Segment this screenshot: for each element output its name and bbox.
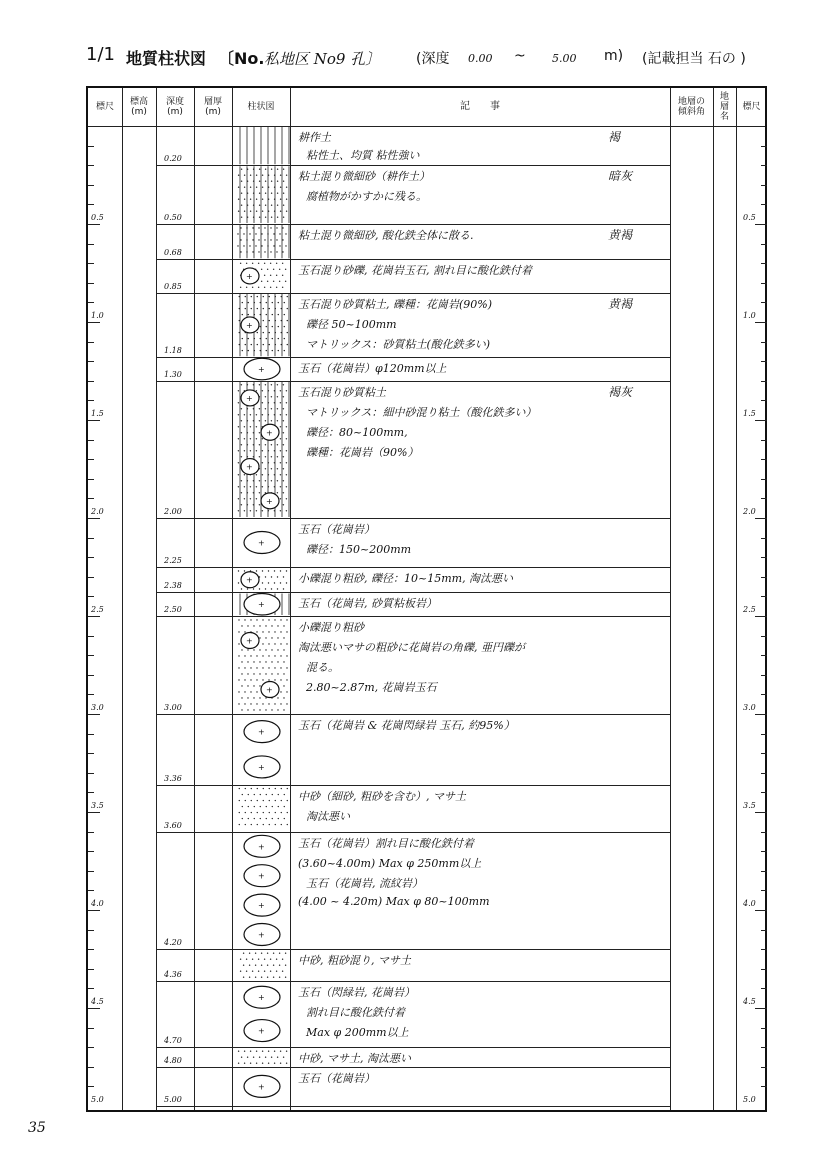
scale-tick bbox=[761, 361, 767, 362]
layer-depth: 1.18 bbox=[164, 346, 182, 356]
layer-description: 玉石（閃緑岩, 花崗岩） bbox=[298, 985, 415, 999]
layer-description: 礫径：150~200mm bbox=[306, 543, 412, 556]
layer-depth: 0.68 bbox=[164, 248, 182, 258]
scale-tick bbox=[761, 283, 767, 284]
layer-depth: 4.36 bbox=[164, 969, 182, 979]
layer-symbol bbox=[238, 619, 287, 710]
scale-tick bbox=[88, 459, 94, 460]
column-divider bbox=[194, 88, 195, 1110]
scale-tick bbox=[88, 400, 94, 401]
layer-depth: 4.80 bbox=[164, 1055, 182, 1065]
scale-tick bbox=[761, 244, 767, 245]
scale-tick bbox=[755, 518, 767, 519]
scale-tick bbox=[761, 538, 767, 539]
layer-symbol bbox=[244, 721, 280, 778]
layer-description: 中砂（細砂, 粗砂を含む）, マサ土 bbox=[298, 789, 466, 803]
scale-tick bbox=[761, 675, 767, 676]
layer-description: 粘土混り微細砂（耕作土） bbox=[298, 170, 430, 184]
scale-tick bbox=[88, 832, 94, 833]
header-column: 柱状図 bbox=[247, 102, 275, 112]
scale-tick bbox=[88, 283, 94, 284]
scale-label: 3.5 bbox=[91, 801, 104, 810]
svg-text:+: + bbox=[258, 727, 265, 737]
scale-tick bbox=[88, 538, 94, 539]
page-title: 地質柱状図 bbox=[126, 49, 207, 68]
scale-label: 1.5 bbox=[743, 409, 756, 418]
scale-label: 0.5 bbox=[743, 213, 756, 222]
svg-text:+: + bbox=[258, 901, 265, 911]
scale-tick bbox=[88, 871, 94, 872]
header-dip: 地層の 傾斜角 bbox=[677, 97, 705, 117]
scale-tick bbox=[761, 890, 767, 891]
scale-tick bbox=[88, 244, 94, 245]
title-bar bbox=[86, 44, 786, 74]
layer-symbol bbox=[240, 263, 286, 288]
layer-description: 粘性土、均質 粘性強い bbox=[306, 148, 420, 162]
svg-text:+: + bbox=[246, 393, 253, 403]
svg-text:+: + bbox=[258, 842, 265, 852]
layer-description: 礫径：80~100mm, bbox=[306, 425, 408, 439]
scale-tick bbox=[761, 263, 767, 264]
scale-tick bbox=[761, 694, 767, 695]
svg-text:+: + bbox=[258, 993, 265, 1003]
scale-tick bbox=[88, 1067, 94, 1068]
scale-tick bbox=[761, 1047, 767, 1048]
scale-tick bbox=[88, 479, 94, 480]
layer-description: 玉石（花崗岩） bbox=[298, 523, 375, 536]
scale-tick bbox=[761, 832, 767, 833]
scale-tick bbox=[761, 1028, 767, 1029]
scale-tick bbox=[88, 557, 94, 558]
scale-tick bbox=[761, 342, 767, 343]
scale-tick bbox=[88, 753, 94, 754]
layer-description: 玉石（花崗岩 & 花崗閃緑岩 玉石, 約95%） bbox=[298, 719, 515, 732]
scale-tick bbox=[88, 518, 100, 519]
scale-tick bbox=[88, 204, 94, 205]
scale-tick bbox=[761, 440, 767, 441]
layer-color: 黄褐 bbox=[608, 296, 633, 311]
layer-symbol bbox=[238, 382, 289, 517]
column-divider bbox=[122, 88, 123, 1110]
scale-tick bbox=[761, 753, 767, 754]
layer-color: 褐灰 bbox=[608, 384, 633, 399]
layer-description: 粘土混り微細砂, 酸化鉄全体に散る. bbox=[298, 229, 474, 242]
scale-tick bbox=[761, 557, 767, 558]
layer-depth: 3.60 bbox=[164, 820, 182, 830]
scale-tick bbox=[88, 381, 94, 382]
scale-label: 4.0 bbox=[91, 899, 104, 908]
column-divider bbox=[156, 88, 157, 1110]
scale-label: 2.5 bbox=[91, 605, 104, 614]
scale-label: 1.0 bbox=[91, 311, 104, 320]
layer-symbol bbox=[240, 953, 286, 978]
depth-unit: m) bbox=[604, 48, 624, 64]
scale-tick bbox=[761, 851, 767, 852]
scale-label: 5.0 bbox=[91, 1095, 104, 1104]
scale-tick bbox=[88, 616, 100, 617]
layer-description: Max φ 200mm以上 bbox=[306, 1025, 409, 1039]
layer-color: 黄褐 bbox=[608, 228, 633, 242]
svg-text:+: + bbox=[246, 575, 253, 585]
layer-depth: 2.25 bbox=[164, 556, 182, 565]
svg-text:+: + bbox=[246, 320, 253, 330]
recorder: (記載担当 石の ) bbox=[642, 51, 746, 67]
layer-description: 玉石混り砂質粘土 bbox=[298, 385, 386, 399]
depth-to: 5.00 bbox=[552, 52, 577, 65]
layer-depth: 4.70 bbox=[164, 1036, 182, 1046]
scale-tick bbox=[88, 185, 94, 186]
layer-symbol bbox=[244, 532, 280, 554]
column-divider bbox=[670, 88, 671, 1110]
scale-tick bbox=[761, 596, 767, 597]
layer-description: (3.60~4.00m) Max φ 250mm以上 bbox=[298, 856, 482, 870]
layer-description: 腐植物がかすかに残る。 bbox=[306, 190, 427, 204]
layer-depth: 2.38 bbox=[164, 581, 182, 591]
scale-tick bbox=[761, 969, 767, 970]
svg-text:+: + bbox=[258, 762, 265, 772]
scale-tick bbox=[88, 1086, 94, 1087]
layer-description: 玉石（花崗岩） bbox=[298, 1071, 375, 1085]
column-divider bbox=[290, 88, 291, 1110]
layer-description: 礫種：花崗岩（90%） bbox=[306, 445, 419, 459]
layer-description: 玉石（花崗岩）φ120mm以上 bbox=[298, 362, 447, 376]
layer-symbol bbox=[237, 225, 289, 258]
scale-tick bbox=[761, 636, 767, 637]
boring-log-sheet bbox=[86, 86, 767, 1112]
scale-tick bbox=[88, 969, 94, 970]
page-fraction: 1/1 bbox=[86, 44, 115, 65]
scale-label: 4.0 bbox=[743, 899, 756, 908]
svg-text:+: + bbox=[266, 428, 273, 438]
header-depth: 深度 (m) bbox=[165, 97, 184, 117]
layer-symbol bbox=[238, 570, 287, 589]
header-stratum: 地 層 名 bbox=[719, 92, 729, 122]
scale-tick bbox=[88, 675, 94, 676]
layer-symbol bbox=[239, 294, 289, 357]
scale-tick bbox=[88, 734, 94, 735]
scale-tick bbox=[755, 616, 767, 617]
svg-text:+: + bbox=[258, 1026, 265, 1036]
layer-color: 褐 bbox=[608, 130, 621, 144]
scale-tick bbox=[761, 1086, 767, 1087]
layer-description: 玉石混り砂礫, 花崗岩玉石, 割れ目に酸化鉄付着 bbox=[298, 264, 532, 278]
scale-tick bbox=[761, 302, 767, 303]
scale-tick bbox=[761, 792, 767, 793]
layer-depth: 5.00 bbox=[164, 1095, 182, 1104]
scale-tick bbox=[88, 342, 94, 343]
scale-label: 4.5 bbox=[743, 997, 756, 1006]
scale-tick bbox=[88, 498, 94, 499]
scale-label: 0.5 bbox=[91, 213, 104, 222]
column-divider bbox=[713, 88, 714, 1110]
layer-description: 2.80~2.87m, 花崗岩玉石 bbox=[306, 681, 437, 694]
scale-label: 4.5 bbox=[91, 997, 104, 1006]
scale-tick bbox=[88, 636, 94, 637]
svg-text:+: + bbox=[266, 496, 273, 506]
scale-tick bbox=[88, 812, 100, 813]
no-label: 〔No. bbox=[218, 49, 265, 68]
layer-symbol bbox=[244, 835, 280, 945]
layer-description: 割れ目に酸化鉄付着 bbox=[306, 1005, 405, 1019]
layer-description: 中砂, 粗砂混り, マサ土 bbox=[298, 954, 411, 968]
scale-tick bbox=[88, 910, 100, 911]
page-number: 35 bbox=[28, 1120, 46, 1136]
layer-symbol bbox=[240, 593, 289, 615]
scale-tick bbox=[88, 890, 94, 891]
column-divider bbox=[232, 88, 233, 1110]
scale-tick bbox=[88, 596, 94, 597]
svg-text:+: + bbox=[258, 1082, 265, 1092]
scale-tick bbox=[88, 302, 94, 303]
layer-description: (4.00 ~ 4.20m) Max φ 80~100mm bbox=[298, 894, 490, 908]
scale-label: 5.0 bbox=[743, 1095, 756, 1104]
svg-text:+: + bbox=[258, 600, 265, 610]
scale-label: 1.0 bbox=[743, 311, 756, 320]
layer-description: マトリックス：砂質粘土(酸化鉄多い) bbox=[306, 337, 491, 351]
scale-tick bbox=[761, 1067, 767, 1068]
scale-label: 1.5 bbox=[91, 409, 104, 418]
scale-tick bbox=[88, 773, 94, 774]
scale-tick bbox=[88, 263, 94, 264]
scale-tick bbox=[761, 185, 767, 186]
scale-tick bbox=[755, 812, 767, 813]
scale-tick bbox=[88, 930, 94, 931]
scale-label: 2.5 bbox=[743, 605, 756, 614]
header-thickness: 層厚 (m) bbox=[203, 97, 222, 117]
scale-tick bbox=[88, 694, 94, 695]
scale-tick bbox=[88, 420, 100, 421]
scale-tick bbox=[88, 655, 94, 656]
scale-tick bbox=[761, 655, 767, 656]
scale-tick bbox=[755, 322, 767, 323]
svg-text:+: + bbox=[266, 685, 273, 695]
layer-description: 玉石（花崗岩, 砂質粘板岩） bbox=[298, 597, 437, 611]
layer-depth: 0.50 bbox=[164, 213, 182, 222]
layer-depth: 0.85 bbox=[164, 281, 182, 291]
scale-tick bbox=[88, 165, 94, 166]
svg-text:+: + bbox=[246, 636, 253, 646]
scale-tick bbox=[88, 322, 100, 323]
scale-tick bbox=[761, 146, 767, 147]
svg-text:+: + bbox=[258, 930, 265, 940]
layer-depth: 3.36 bbox=[164, 773, 182, 783]
header-elevation: 標高 (m) bbox=[129, 97, 148, 117]
scale-tick bbox=[88, 792, 94, 793]
scale-tick bbox=[88, 577, 94, 578]
scale-tick bbox=[761, 871, 767, 872]
scale-tick bbox=[761, 734, 767, 735]
scale-tick bbox=[88, 361, 94, 362]
scale-tick bbox=[88, 1047, 94, 1048]
layer-description: 玉石混り砂質粘土, 礫種：花崗岩(90%) bbox=[298, 297, 493, 311]
scale-tick bbox=[761, 930, 767, 931]
scale-tick bbox=[88, 1008, 100, 1009]
scale-tick bbox=[761, 773, 767, 774]
depth-tilde: ~ bbox=[514, 48, 526, 64]
scale-tick bbox=[761, 165, 767, 166]
column-symbols bbox=[234, 126, 290, 1112]
scale-tick bbox=[755, 910, 767, 911]
svg-text:+: + bbox=[246, 462, 253, 472]
layer-description: 玉石（花崗岩, 流紋岩） bbox=[306, 876, 423, 890]
scale-tick bbox=[761, 988, 767, 989]
scale-tick bbox=[761, 400, 767, 401]
layer-description: 中砂, マサ土, 淘汰悪い bbox=[298, 1052, 411, 1066]
layer-symbol bbox=[238, 1051, 287, 1064]
layer-color: 暗灰 bbox=[608, 169, 633, 184]
layer-description: 玉石（花崗岩）割れ目に酸化鉄付着 bbox=[298, 836, 474, 850]
layer-depth: 0.20 bbox=[164, 154, 182, 164]
scale-tick bbox=[88, 224, 100, 225]
layer-symbol bbox=[239, 788, 288, 825]
scale-tick bbox=[761, 498, 767, 499]
header-scale: 標尺 bbox=[95, 102, 114, 112]
header-description: 記 事 bbox=[460, 101, 500, 112]
scale-tick bbox=[761, 949, 767, 950]
svg-text:+: + bbox=[258, 871, 265, 881]
scale-tick bbox=[88, 988, 94, 989]
boring-number: 私地区 No9 孔〕 bbox=[264, 50, 381, 68]
layer-description: 淘汰悪い bbox=[306, 809, 350, 823]
column-divider bbox=[736, 88, 737, 1110]
scale-tick bbox=[88, 949, 94, 950]
layer-depth: 2.50 bbox=[164, 605, 182, 614]
scale-tick bbox=[88, 146, 94, 147]
scale-tick bbox=[761, 577, 767, 578]
scale-tick bbox=[88, 714, 100, 715]
layer-description: 礫径 50~100mm bbox=[306, 317, 397, 331]
header-scale-right: 標尺 bbox=[742, 102, 761, 112]
scale-tick bbox=[761, 381, 767, 382]
scale-tick bbox=[88, 440, 94, 441]
scale-tick bbox=[761, 204, 767, 205]
scale-tick bbox=[88, 851, 94, 852]
header-divider bbox=[88, 126, 765, 127]
svg-text:+: + bbox=[258, 365, 265, 375]
layer-description: 淘汰悪いマサの粗砂に花崗岩の角礫, 亜円礫が bbox=[298, 641, 525, 654]
scale-label: 2.0 bbox=[91, 507, 104, 516]
layer-depth: 3.00 bbox=[164, 703, 182, 712]
layer-description: 耕作土 bbox=[298, 131, 331, 144]
layer-depth: 1.30 bbox=[164, 369, 182, 379]
layer-symbol bbox=[244, 1075, 280, 1097]
scale-tick bbox=[755, 420, 767, 421]
layer-description: 混る。 bbox=[306, 661, 339, 674]
scale-label: 2.0 bbox=[743, 507, 756, 516]
scale-tick bbox=[755, 1008, 767, 1009]
depth-label: (深度 bbox=[416, 51, 450, 67]
layer-description: マトリックス：細中砂混り粘土（酸化鉄多い） bbox=[306, 405, 537, 419]
scale-tick bbox=[755, 714, 767, 715]
scale-tick bbox=[755, 224, 767, 225]
scale-label: 3.5 bbox=[743, 801, 756, 810]
scale-label: 3.0 bbox=[91, 703, 104, 712]
layer-symbol bbox=[240, 127, 289, 164]
layer-depth: 4.20 bbox=[164, 938, 182, 948]
layer-depth: 2.00 bbox=[164, 507, 182, 516]
depth-from: 0.00 bbox=[468, 52, 493, 65]
layer-symbol bbox=[244, 986, 280, 1041]
layer-description: 小礫混り粗砂 bbox=[298, 621, 364, 634]
scale-label: 3.0 bbox=[743, 703, 756, 712]
svg-text:+: + bbox=[258, 538, 265, 548]
scale-tick bbox=[88, 1028, 94, 1029]
scale-tick bbox=[761, 479, 767, 480]
svg-text:+: + bbox=[246, 271, 253, 281]
layer-description: 小礫混り粗砂, 礫径：10~15mm, 淘汰悪い bbox=[298, 572, 514, 585]
layer-symbol bbox=[244, 358, 280, 380]
layer-symbol bbox=[238, 166, 289, 223]
scale-tick bbox=[761, 459, 767, 460]
